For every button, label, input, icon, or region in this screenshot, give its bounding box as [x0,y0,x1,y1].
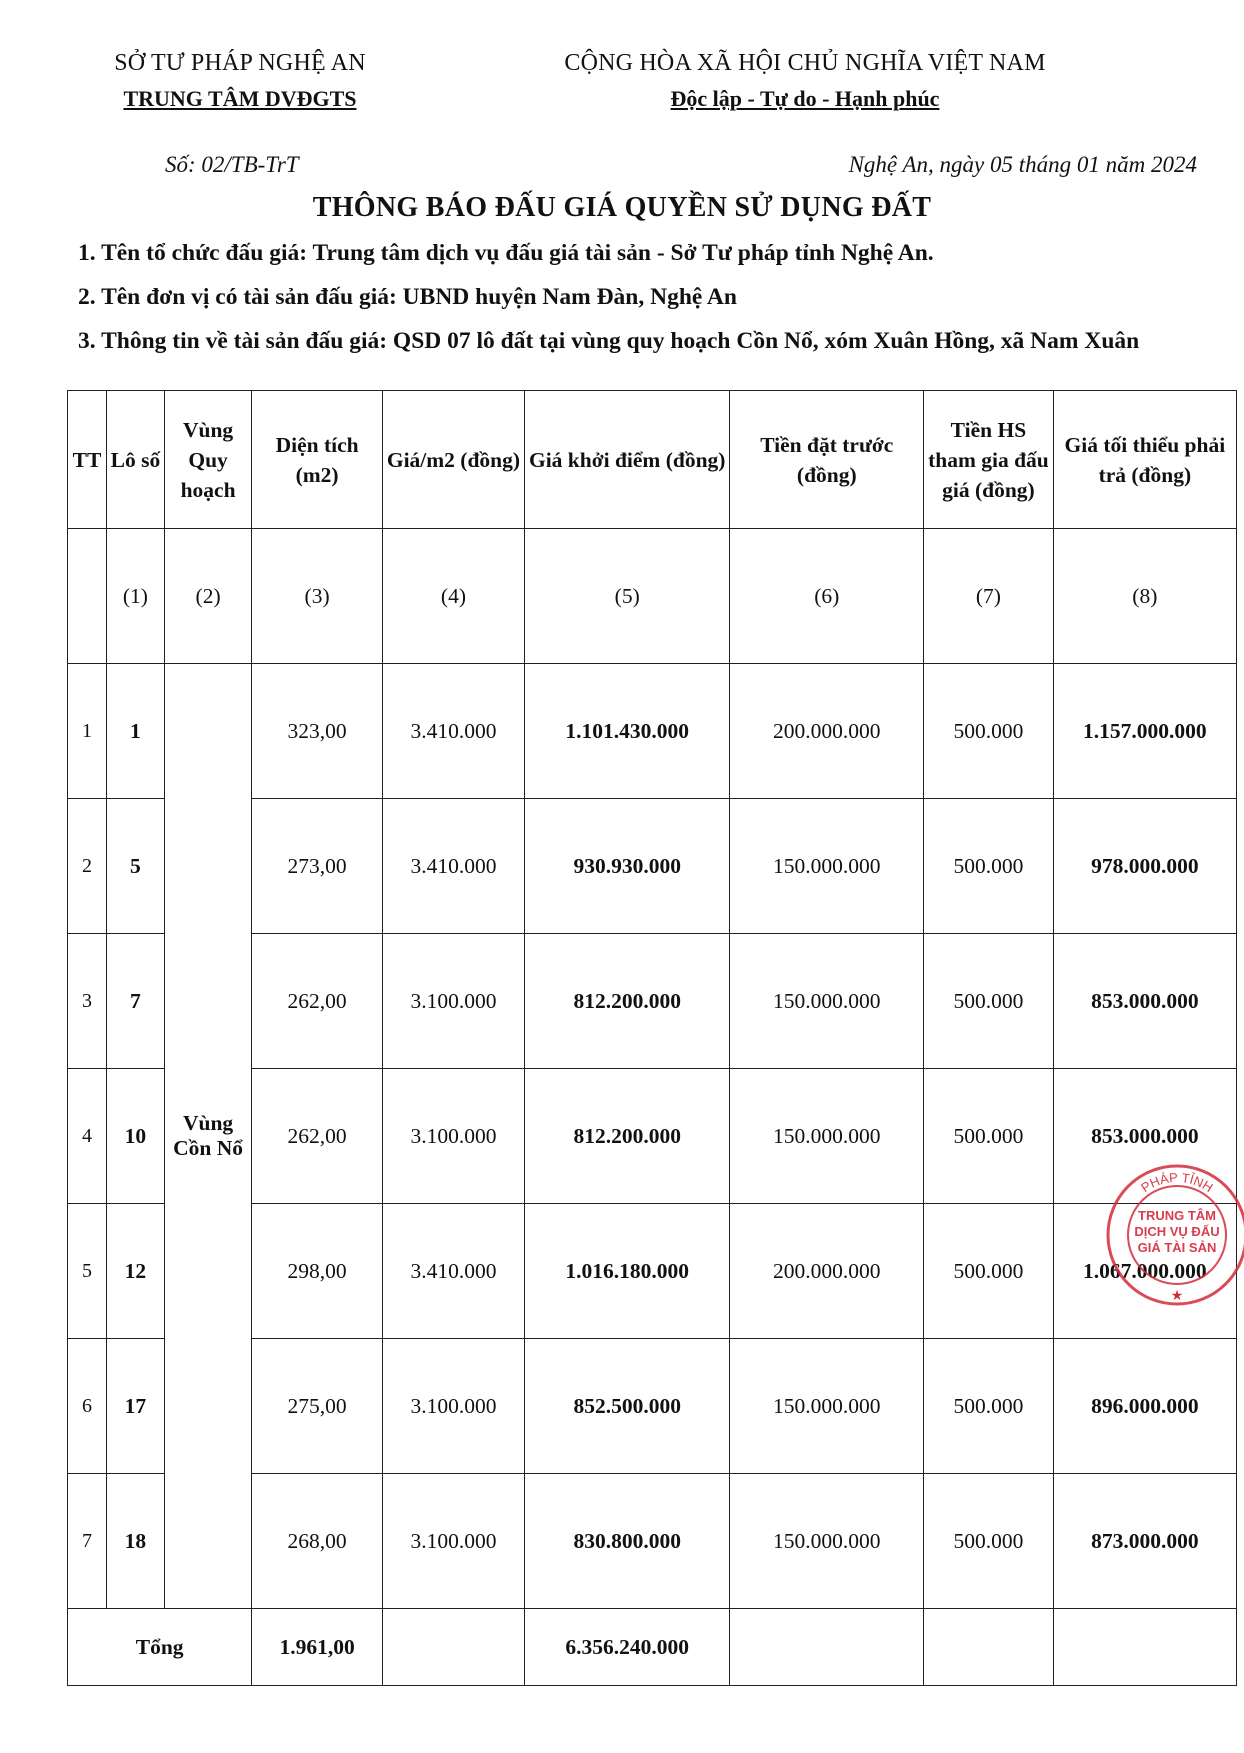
cell-price-m2: 3.100.000 [382,1339,524,1474]
col-number-8: (8) [1053,529,1236,664]
cell-start-price: 830.800.000 [525,1474,730,1609]
cell-min-price: 853.000.000 [1053,1069,1236,1204]
cell-price-m2: 3.410.000 [382,799,524,934]
cell-min-price: 853.000.000 [1053,934,1236,1069]
cell-start-price: 1.016.180.000 [525,1204,730,1339]
header-area: Diện tích (m2) [252,391,383,529]
cell-lot: 1 [106,664,164,799]
national-name: CỘNG HÒA XÃ HỘI CHỦ NGHĨA VIỆT NAM [564,50,1046,76]
header-deposit: Tiền đặt trước (đồng) [730,391,924,529]
cell-min-price: 1.067.000.000 [1053,1204,1236,1339]
cell-deposit: 150.000.000 [730,799,924,934]
cell-lot: 12 [106,1204,164,1339]
cell-fee: 500.000 [924,1474,1054,1609]
cell-start-price: 930.930.000 [525,799,730,934]
cell-area: 262,00 [252,1069,383,1204]
col-number-6: (6) [730,529,924,664]
cell-tt: 3 [68,934,107,1069]
national-motto: Độc lập - Tự do - Hạnh phúc [670,86,940,111]
col-number-1: (1) [106,529,164,664]
cell-min-price: 1.157.000.000 [1053,664,1236,799]
auction-table [67,390,1237,1686]
national-header [530,48,1080,114]
header-start-price: Giá khởi điểm (đồng) [525,391,730,529]
issuer-header [90,48,390,114]
cell-price-m2: 3.410.000 [382,664,524,799]
issuer-department: SỞ TƯ PHÁP NGHỆ AN [114,50,366,76]
issuer-center: TRUNG TÂM DVĐGTS [123,86,357,111]
col-number-4: (4) [382,529,524,664]
cell-fee: 500.000 [924,934,1054,1069]
document-number: Số: 02/TB-TrT [165,152,299,177]
stamp-center-text: TRUNG TÂM DỊCH VỤ ĐẤU GIÁ TÀI SẢN [1134,1208,1220,1255]
info-organizer: 1. Tên tổ chức đấu giá: Trung tâm dịch vụ đấu giá tài sản - Sở Tư pháp tỉnh Nghệ An. [78,240,934,266]
header-min-price: Giá tối thiểu phải trả (đồng) [1053,391,1236,529]
cell-tt: 7 [68,1474,107,1609]
document-title: THÔNG BÁO ĐẤU GIÁ QUYỀN SỬ DỤNG ĐẤT [312,192,932,223]
cell-min-price: 873.000.000 [1053,1474,1236,1609]
col-number-2: (2) [164,529,251,664]
stamp-arc-text: PHÁP TỈNH [1138,1169,1216,1196]
cell-price-m2: 3.100.000 [382,1069,524,1204]
cell-deposit: 150.000.000 [730,1474,924,1609]
cell-lot: 18 [106,1474,164,1609]
table-row [68,664,1237,799]
header-zone: Vùng Quy hoạch [164,391,251,529]
header-fee: Tiền HS tham gia đấu giá (đồng) [924,391,1054,529]
header-price-m2: Giá/m2 (đồng) [382,391,524,529]
info-asset-details: 3. Thông tin về tài sản đấu giá: QSD 07 lô đất tại vùng quy hoạch Cồn Nổ, xóm Xuân Hồng, xã Nam Xuân [78,328,1140,354]
cell-tt: 5 [68,1204,107,1339]
cell-lot: 17 [106,1339,164,1474]
cell-min-price: 978.000.000 [1053,799,1236,934]
cell-fee: 500.000 [924,664,1054,799]
stamp-star-icon: ★ [1170,1289,1184,1304]
cell-deposit: 150.000.000 [730,934,924,1069]
cell-deposit: 200.000.000 [730,1204,924,1339]
cell-area: 268,00 [252,1474,383,1609]
col-number-3: (3) [252,529,383,664]
header-lot: Lô số [106,391,164,529]
info-asset-owner: 2. Tên đơn vị có tài sản đấu giá: UBND huyện Nam Đàn, Nghệ An [78,284,737,310]
col-number-7: (7) [924,529,1054,664]
cell-tt: 1 [68,664,107,799]
cell-price-m2: 3.100.000 [382,934,524,1069]
cell-start-price: 1.101.430.000 [525,664,730,799]
col-number-5: (5) [525,529,730,664]
official-stamp [1102,1160,1244,1310]
cell-tt: 4 [68,1069,107,1204]
cell-price-m2: 3.100.000 [382,1474,524,1609]
total-area: 1.961,00 [252,1609,383,1686]
cell-lot: 10 [106,1069,164,1204]
table-header-row [68,391,1237,529]
cell-area: 273,00 [252,799,383,934]
cell-lot: 5 [106,799,164,934]
total-row [68,1609,1237,1686]
total-start-price: 6.356.240.000 [525,1609,730,1686]
document-date: Nghệ An, ngày 05 tháng 01 năm 2024 [848,152,1197,177]
column-number-row [68,529,1237,664]
cell-price-m2: 3.410.000 [382,1204,524,1339]
cell-min-price: 896.000.000 [1053,1339,1236,1474]
cell-fee: 500.000 [924,1069,1054,1204]
cell-lot: 7 [106,934,164,1069]
cell-tt: 6 [68,1339,107,1474]
cell-fee: 500.000 [924,1339,1054,1474]
cell-fee: 500.000 [924,1204,1054,1339]
cell-start-price: 852.500.000 [525,1339,730,1474]
cell-start-price: 812.200.000 [525,934,730,1069]
cell-area: 262,00 [252,934,383,1069]
total-label: Tổng [68,1609,252,1686]
cell-start-price: 812.200.000 [525,1069,730,1204]
cell-fee: 500.000 [924,799,1054,934]
cell-deposit: 150.000.000 [730,1339,924,1474]
cell-tt: 2 [68,799,107,934]
cell-zone: Vùng Cồn Nổ [164,664,251,1609]
cell-deposit: 150.000.000 [730,1069,924,1204]
cell-deposit: 200.000.000 [730,664,924,799]
cell-area: 275,00 [252,1339,383,1474]
header-tt: TT [68,391,107,529]
cell-area: 298,00 [252,1204,383,1339]
cell-area: 323,00 [252,664,383,799]
